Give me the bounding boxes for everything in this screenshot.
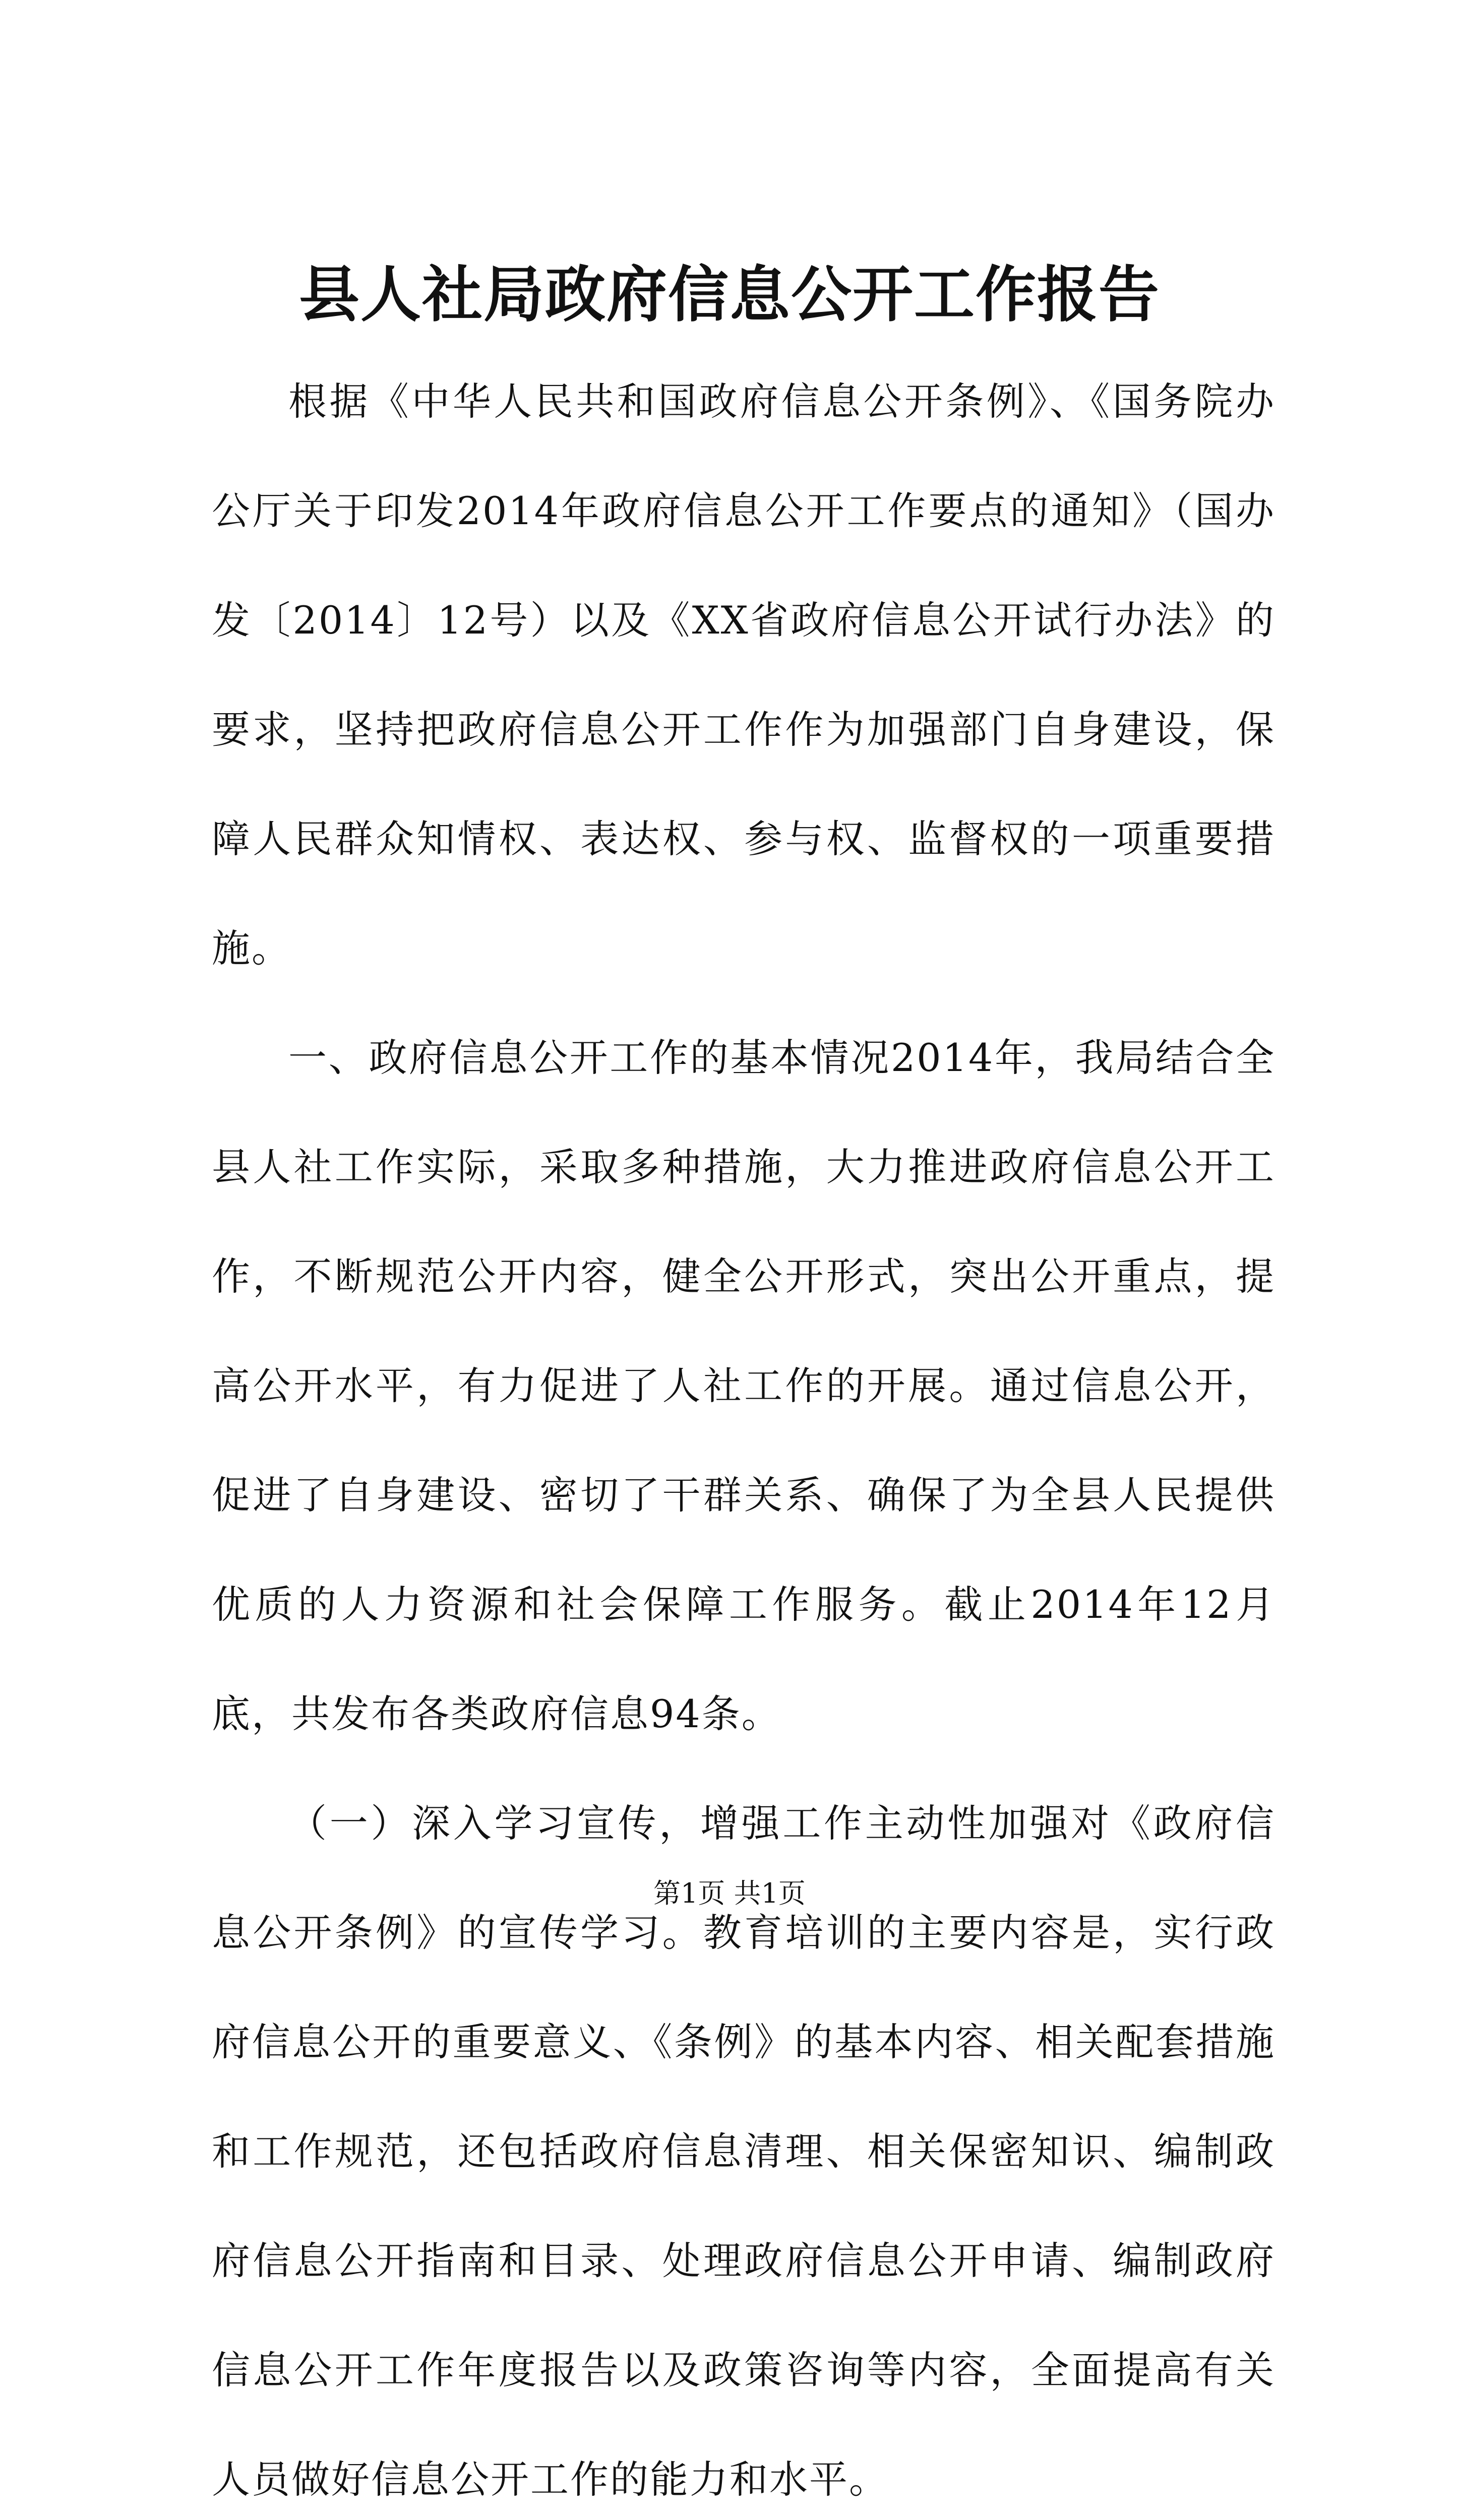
paragraph-intro: 根据《中华人民共和国政府信息公开条例》、《国务院办公厅关于印发2014年政府信息公开工作要点的通知》（国办发〔2014〕12号）以及《XX省政府信息公开试行办法》的要求，坚持把政府信息公开工作作为加强部门自身建设，保障人民群众知情权、表达权、参与权、监督权的一项重要措施。 <box>212 379 1275 971</box>
document-title: 县人社局政府信息公开工作报告 <box>299 259 1160 330</box>
page-footer: 第1页 共1页 <box>653 1877 806 1909</box>
document-body <box>212 347 1275 2520</box>
paragraph-subsection-1: （一）深入学习宣传，增强工作主动性加强对《政府信息公开条例》的宣传学习。教育培训的主要内容是，实行政府信息公开的重要意义、《条例》的基本内容、相关配套措施和工作规范，还包括政府信息清理、相关保密知识、编制政府信息公开指南和目录、处理政府信息公开申请、编制政府信息公开工作年度报告以及政策咨询等内容，全面提高有关人员做好信息公开工作的能力和水平。 <box>212 1801 1275 2502</box>
paragraph-section-1: 一、政府信息公开工作的基本情况2014年，我局结合全县人社工作实际，采取多种措施，大力推进政府信息公开工作，不断规范公开内容，健全公开形式，突出公开重点，提高公开水平，有力促进了人社工作的开展。通过信息公开，促进了自身建设、密切了干群关系、确保了为全县人民提供优质的人力资源和社会保障工作服务。截止2014年12月底，共发布各类政府信息94条。 <box>212 1035 1275 1736</box>
